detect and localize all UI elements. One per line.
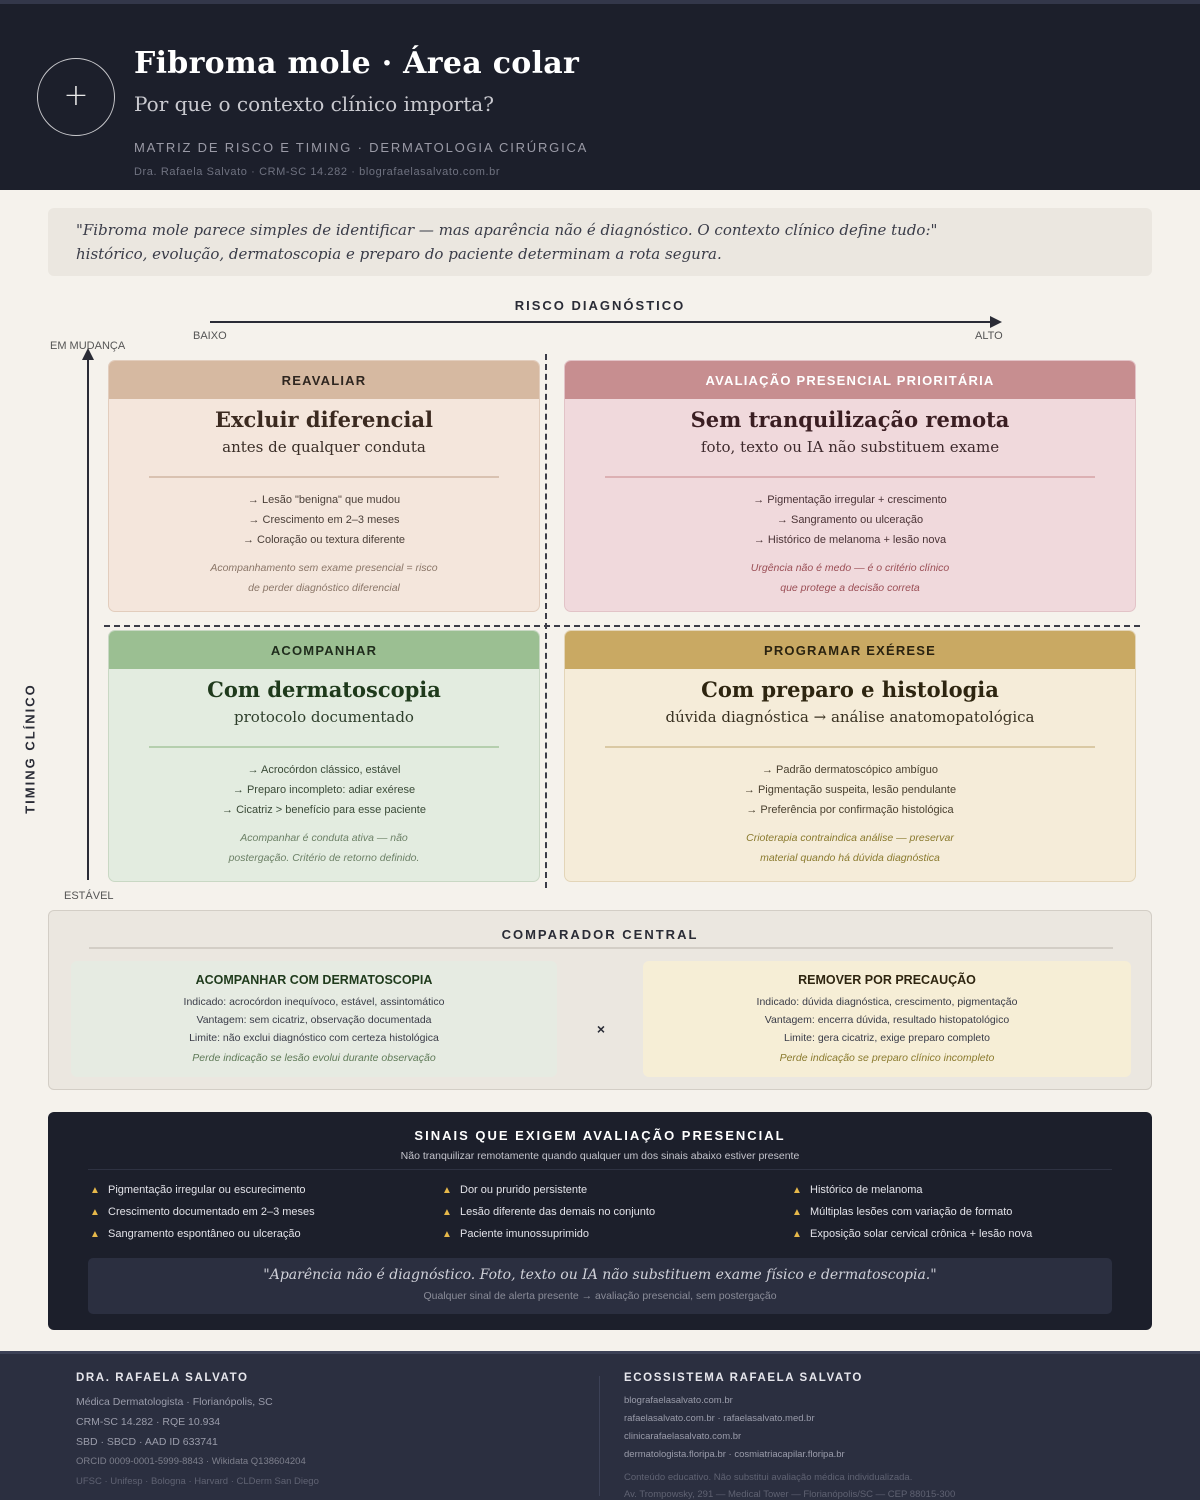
alarm-sign [90,1228,301,1240]
arrow-up-icon [82,348,94,360]
quadrant-title: Com dermatoscopia [207,677,441,702]
alarm-sign-text: Exposição solar cervical crônica + lesão nova [810,1228,1033,1240]
risk-axis-label: RISCO DIAGNÓSTICO [514,298,686,313]
comparator-vantagem: Vantagem: sem cicatriz, observação documentada [196,1014,432,1026]
alarm-sign-text: Histórico de melanoma [810,1184,923,1196]
alarm-sign-text: Múltiplas lesões com variação de formato [810,1206,1013,1218]
matrix-horizontal-divider [104,625,1140,627]
alarm-sign [792,1206,1012,1218]
arrow-right-icon [990,316,1002,328]
footer-link[interactable]: rafaelasalvato.com.br · rafaelasalvato.med.br [624,1413,815,1424]
quadrant-note-line: de perder diagnóstico diferencial [248,581,400,594]
alarm-sign [442,1206,655,1218]
page-subtitle: Por que o contexto clínico importa? [134,92,494,116]
risk-low-label: BAIXO [193,330,227,342]
plus-logo-icon: + [37,58,115,136]
alarm-sign-text: Sangramento espontâneo ou ulceração [108,1228,301,1240]
quadrant-item: → Preferência por confirmação histológica [746,803,954,816]
quadrant-item: → Padrão dermatoscópico ambíguo [761,763,939,776]
timing-bottom-label: ESTÁVEL [64,890,114,902]
warning-icon: ▲ [792,1207,802,1218]
quadrant-title: Excluir diferencial [214,407,433,432]
quadrant-note [565,558,1135,598]
quadrant-item: → Crescimento em 2–3 meses [248,513,400,526]
alarm-signs-divider [88,1169,1112,1170]
warning-icon: ▲ [90,1207,100,1218]
header-kicker: MATRIZ DE RISCO E TIMING · DERMATOLOGIA CIRÚRGICA [134,140,589,155]
comparator-divider [89,947,1113,949]
quadrant-item: → Acrocórdon clássico, estável [247,763,401,776]
footer [0,1351,1200,1500]
quadrant-note-line: Acompanhamento sem exame presencial = risco [210,561,438,574]
quadrant-item: → Preparo incompleto: adiar exérese [232,783,416,796]
alarm-signs-subtitle: Não tranquilizar remotamente quando qualquer um dos sinais abaixo estiver presente [400,1150,800,1162]
quadrant-divider [605,746,1095,748]
quadrant-item: → Pigmentação suspeita, lesão pendulante [743,783,957,796]
header [0,0,1200,190]
footer-ids: ORCID 0009-0001-5999-8843 · Wikidata Q138604204 [76,1456,306,1467]
quadrant-header: PROGRAMAR EXÉRESE [565,631,1135,669]
quadrant-note [109,828,539,868]
comparator-note: Perde indicação se lesão evolui durante observação [192,1052,436,1064]
alarm-signs-quote-text: "Aparência não é diagnóstico. Foto, texto ou IA não substituem exame físico e dermatoscopia." [263,1267,937,1283]
alarm-sign-text: Pigmentação irregular ou escurecimento [108,1184,306,1196]
quadrant-title: Com preparo e histologia [701,677,999,702]
risk-axis-line [210,321,992,323]
quadrant-item: → Pigmentação irregular + crescimento [753,493,947,506]
quadrant-note-line: Acompanhar é conduta ativa — não [240,831,408,844]
quadrant-divider [605,476,1095,478]
footer-link[interactable]: blografaelasalvato.com.br [624,1395,733,1406]
timing-axis-label: TIMING CLÍNICO [22,683,38,814]
quadrant-header: REAVALIAR [109,361,539,399]
quadrant-note-line: que protege a decisão correta [780,581,920,594]
quadrant-item: → Coloração ou textura diferente [242,533,406,546]
comparator-panel [48,910,1152,1090]
page-title: Fibroma mole · Área colar [134,46,580,81]
alarm-signs-quote-sub: Qualquer sinal de alerta presente → avaliação presencial, sem postergação [423,1290,777,1302]
comparator-option-acompanhar [71,961,557,1077]
footer-disclaimer: Conteúdo educativo. Não substitui avaliação médica individualizada. [624,1472,913,1483]
quadrant-item: → Sangramento ou ulceração [776,513,924,526]
quadrant-note [109,558,539,598]
quadrant-subtitle: protocolo documentado [234,708,414,726]
warning-icon: ▲ [90,1229,100,1240]
alarm-sign-text: Crescimento documentado em 2–3 meses [108,1206,315,1218]
quadrant-note-line: material quando há dúvida diagnóstica [760,851,940,864]
quadrant-reavaliar [108,360,540,612]
warning-icon: ▲ [442,1207,452,1218]
comparator-limite: Limite: gera cicatriz, exige preparo completo [783,1032,990,1044]
alarm-signs-quote [88,1258,1112,1314]
intro-quote [48,208,1152,276]
footer-ecosystem-title: ECOSSISTEMA RAFAELA SALVATO [624,1372,863,1384]
quadrant-title: Sem tranquilização remota [690,407,1010,432]
intro-quote-line-1: "Fibroma mole parece simples de identificar — mas aparência não é diagnóstico. O contexto clínico define tudo:" [76,221,938,239]
comparator-option-title: ACOMPANHAR COM DERMATOSCOPIA [195,973,433,987]
alarm-sign-text: Paciente imunossuprimido [460,1228,590,1240]
quadrant-acompanhar [108,630,540,882]
alarm-sign [792,1184,923,1196]
quadrant-header: ACOMPANHAR [109,631,539,669]
quadrant-note-line: postergação. Critério de retorno definido. [228,851,420,864]
alarm-sign [792,1228,1032,1240]
comparator-option-title: REMOVER POR PRECAUÇÃO [798,973,976,987]
warning-icon: ▲ [442,1229,452,1240]
quadrant-note-line: Crioterapia contraindica análise — preservar [746,831,954,844]
risk-high-label: ALTO [975,330,1003,342]
quadrant-item: → Lesão "benigna" que mudou [247,493,401,506]
alarm-signs-title: SINAIS QUE EXIGEM AVALIAÇÃO PRESENCIAL [414,1128,786,1143]
quadrant-programar-exerese [564,630,1136,882]
warning-icon: ▲ [792,1185,802,1196]
quadrant-subtitle: antes de qualquer conduta [222,438,426,456]
comparator-option-remover [643,961,1131,1077]
footer-role: Médica Dermatologista · Florianópolis, SC [76,1396,273,1408]
matrix-vertical-divider [545,354,547,888]
warning-icon: ▲ [90,1185,100,1196]
quadrant-divider [149,476,499,478]
warning-icon: ▲ [442,1185,452,1196]
footer-author-name: DRA. RAFAELA SALVATO [76,1372,249,1384]
footer-link[interactable]: dermatologista.floripa.br · cosmiatriacapilar.floripa.br [624,1449,845,1460]
quadrant-note [565,828,1135,868]
timing-axis-line [87,358,89,880]
alarm-sign-text: Lesão diferente das demais no conjunto [460,1206,656,1218]
footer-crm: CRM-SC 14.282 · RQE 10.934 [76,1416,221,1428]
footer-address: Av. Trompowsky, 291 — Medical Tower — Florianópolis/SC — CEP 88015-300 [624,1489,956,1500]
timing-top-label: EM MUDANÇA [50,340,126,352]
quadrant-note-line: Urgência não é medo — é o critério clínico [750,561,950,574]
quadrant-avaliacao-prioritaria [564,360,1136,612]
intro-quote-line-2: histórico, evolução, dermatoscopia e preparo do paciente determinam a rota segura. [76,245,722,263]
quadrant-item: → Histórico de melanoma + lesão nova [753,533,947,546]
alarm-signs-panel [48,1112,1152,1330]
quadrant-header: AVALIAÇÃO PRESENCIAL PRIORITÁRIA [565,361,1135,399]
alarm-sign [442,1228,589,1240]
alarm-sign [90,1184,306,1196]
versus-icon: × [596,1021,606,1037]
footer-ecosystem [624,1372,955,1500]
footer-divider [599,1376,600,1496]
header-byline: Dra. Rafaela Salvato · CRM-SC 14.282 · blografaelasalvato.com.br [134,166,501,178]
quadrant-subtitle: foto, texto ou IA não substituem exame [700,438,1000,456]
alarm-sign-text: Dor ou prurido persistente [460,1184,588,1196]
comparator-indicado: Indicado: dúvida diagnóstica, crescimento, pigmentação [756,996,1018,1008]
alarm-sign [442,1184,587,1196]
comparator-note: Perde indicação se preparo clínico incompleto [779,1052,995,1064]
footer-training: UFSC · Unifesp · Bologna · Harvard · CLDerm San Diego [76,1476,319,1487]
alarm-sign [90,1206,315,1218]
comparator-indicado: Indicado: acrocórdon inequívoco, estável, assintomático [183,996,445,1008]
quadrant-divider [149,746,499,748]
quadrant-item: → Cicatriz > benefício para esse paciente [222,803,426,816]
comparator-title: COMPARADOR CENTRAL [501,927,699,942]
footer-societies: SBD · SBCD · AAD ID 633741 [76,1436,218,1448]
comparator-vantagem: Vantagem: encerra dúvida, resultado histopatológico [764,1014,1010,1026]
footer-author [76,1372,319,1492]
quadrant-subtitle: dúvida diagnóstica → análise anatomopatológica [665,708,1035,726]
comparator-limite: Limite: não exclui diagnóstico com certeza histológica [189,1032,439,1044]
footer-link[interactable]: clinicarafaelasalvato.com.br [624,1431,742,1442]
warning-icon: ▲ [792,1229,802,1240]
